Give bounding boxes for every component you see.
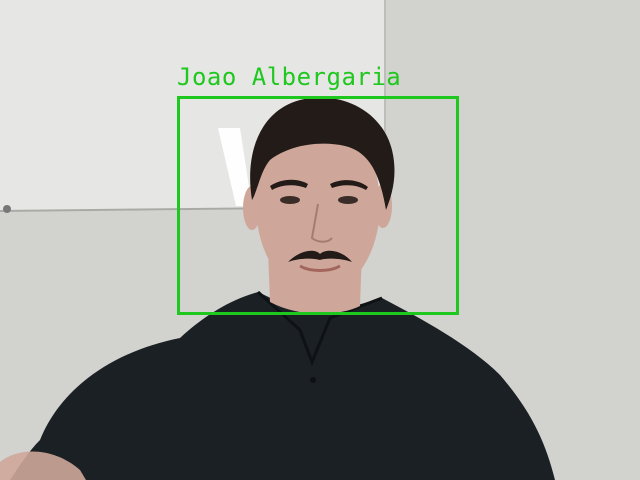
face-detection-label: Joao Albergaria xyxy=(177,63,402,91)
shirt-button xyxy=(310,377,316,383)
panel-screw xyxy=(3,205,11,213)
face-detection-box xyxy=(177,96,459,315)
